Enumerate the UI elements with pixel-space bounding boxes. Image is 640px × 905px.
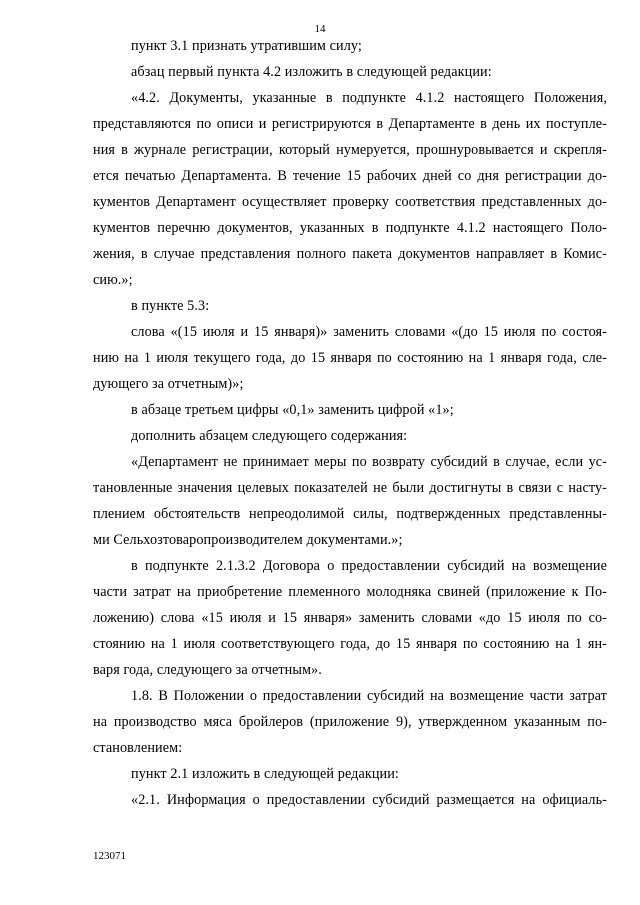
text-line: абзац первый пункта 4.2 изложить в следующей редакции: (131, 64, 492, 80)
text-line: дополнить абзацем следующего содержания: (131, 428, 408, 444)
text-line: «2.1. Информация о предоставлении субсидий размещается на официаль- (131, 792, 607, 808)
text-line: кументов Департамент осуществляет проверку соответствия представленных до- (93, 194, 607, 210)
text-line: жения, в случае представления полного пакета документов направляет в Комис- (93, 246, 607, 262)
text-line: пункт 2.1 изложить в следующей редакции: (131, 766, 399, 782)
text-line: в подпункте 2.1.3.2 Договора о предоставлении субсидий на возмещение (131, 558, 607, 574)
text-line: ложению) слова «15 июля и 15 января» заменить словами «до 15 июля по со- (93, 610, 607, 626)
text-line: тановленные значения целевых показателей не были достигнуты в связи с насту- (93, 480, 607, 496)
document-code: 123071 (93, 850, 126, 862)
text-line: в абзаце третьем цифры «0,1» заменить цифрой «1»; (131, 402, 454, 418)
text-line: представляются по описи и регистрируются в Департаменте в день их поступле- (93, 116, 607, 132)
text-line: ется печатью Департамента. В течение 15 рабочих дней со дня регистрации до- (93, 168, 607, 184)
text-line: слова «(15 июля и 15 января)» заменить словами «(до 15 июля по состоя- (131, 324, 607, 340)
text-line: плением обстоятельств непреодолимой силы, подтвержденных представленны- (93, 506, 607, 522)
text-line: становлением: (93, 740, 183, 756)
text-line: дующего за отчетным)»; (93, 376, 244, 392)
text-line: «4.2. Документы, указанные в подпункте 4.1.2 настоящего Положения, (131, 90, 607, 106)
text-line: в пункте 5.3: (131, 298, 210, 314)
text-line: ния в журнале регистрации, который нумеруется, прошнуровывается и скрепля- (93, 142, 607, 158)
document-body (93, 33, 607, 813)
text-line: части затрат на приобретение племенного молодняка свиней (приложение к По- (93, 584, 607, 600)
text-line: стоянию на 1 июля соответствующего года, до 15 января по состоянию на 1 ян- (93, 636, 607, 652)
text-line: «Департамент не принимает меры по возврату субсидий в случае, если ус- (131, 454, 607, 470)
text-line: пункт 3.1 признать утратившим силу; (131, 38, 362, 54)
text-line: нию на 1 июля текущего года, до 15 января по состоянию на 1 января года, сле- (93, 350, 607, 366)
text-line: сию.»; (93, 272, 133, 288)
text-line: на производство мяса бройлеров (приложение 9), утвержденном указанным по- (93, 714, 607, 730)
text-line: кументов перечню документов, указанных в подпункте 4.1.2 настоящего Поло- (93, 220, 607, 236)
text-line: варя года, следующего за отчетным». (93, 662, 322, 678)
page-number: 14 (314, 23, 326, 35)
text-line: 1.8. В Положении о предоставлении субсидий на возмещение части затрат (131, 688, 607, 704)
text-line: ми Сельхозтоваропроизводителем документами.»; (93, 532, 403, 548)
